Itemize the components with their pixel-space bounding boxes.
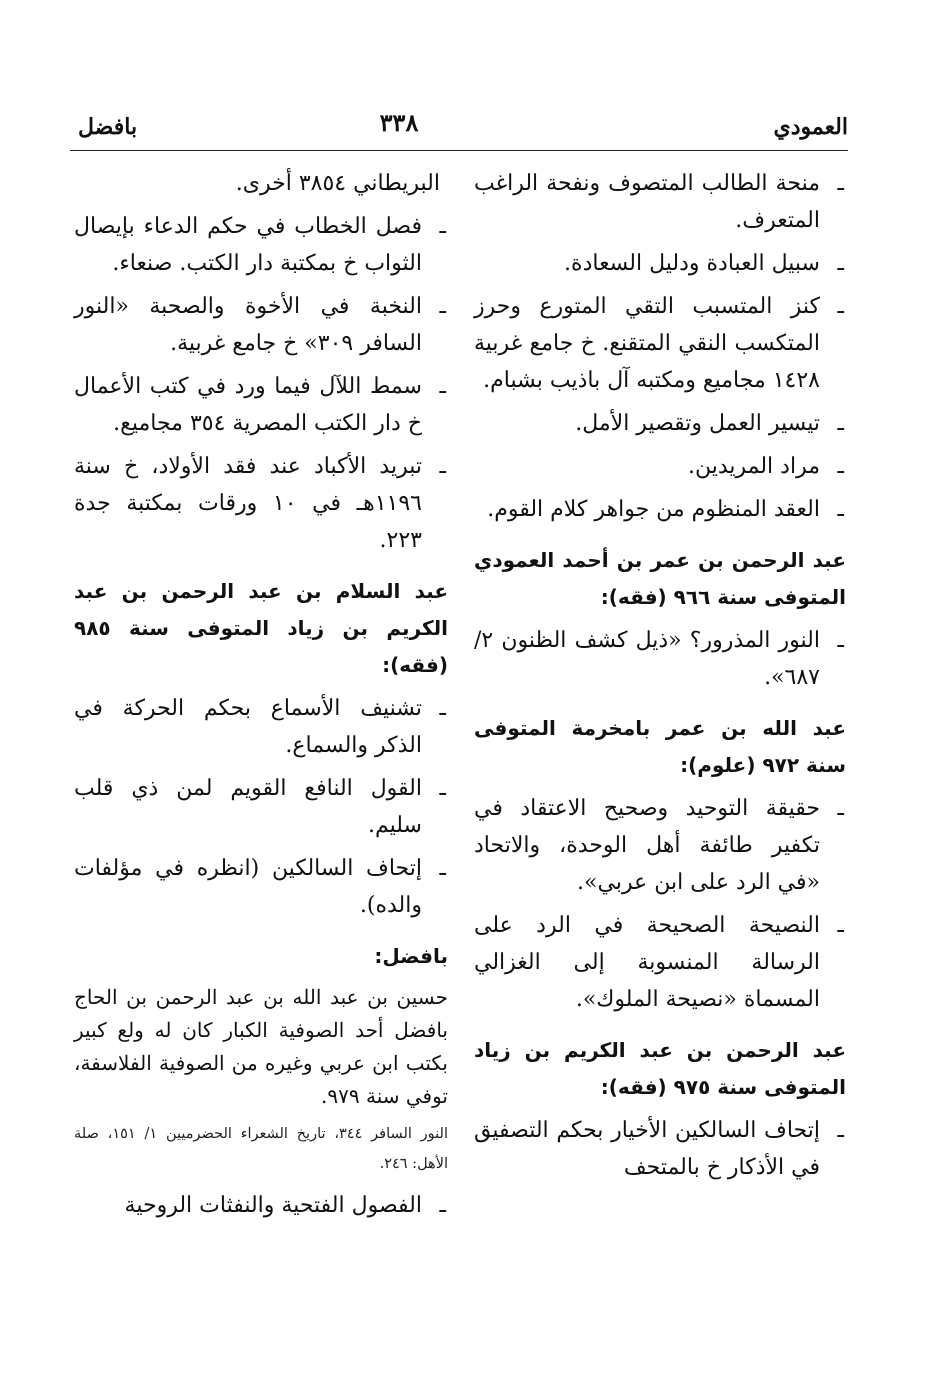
bullet-dash: ـ — [837, 497, 844, 522]
section-heading: عبد الله بن عمر بامخرمة المتوفى سنة ٩٧٢ (علوم): — [474, 716, 846, 777]
list-item-text: تبريد الأكباد عند فقد الأولاد، خ سنة ١١٩٦هـ في ١٠ ورقات بمكتبة جدة ٢٢٣. — [74, 454, 422, 553]
list-item-text: الفصول الفتحية والنفثات الروحية — [124, 1193, 422, 1218]
list-item-text: القول النافع القويم لمن ذي قلب سليم. — [74, 776, 422, 838]
bullet-dash: ـ — [439, 776, 446, 801]
list-item — [74, 690, 448, 764]
list-item-text: كنز المتسبب التقي المتورع وحرز المتكسب النقي المتقنع. خ جامع غربية ١٤٢٨ مجاميع ومكتبه آل باذيب بشبام. — [474, 294, 820, 393]
list-item — [74, 368, 448, 442]
running-head-right: العمودي — [773, 114, 848, 140]
list-item-text: النور المذرور؟ «ذيل كشف الظنون ٢/ ٦٨٧». — [474, 628, 820, 690]
list-item — [74, 208, 448, 282]
list-item — [74, 770, 448, 844]
list-item-text: إتحاف السالكين (انظره في مؤلفات والده). — [74, 856, 422, 918]
source-note: النور السافر ٣٤٤، تاريخ الشعراء الحضرميين ١/ ١٥١، صلة الأهل: ٢٤٦. — [74, 1126, 448, 1172]
right-column — [474, 165, 846, 1192]
list-item — [474, 245, 846, 282]
bullet-dash: ـ — [439, 454, 446, 479]
list-item — [474, 405, 846, 442]
list-item-text: النخبة في الأخوة والصحبة «النور السافر ٣٠٩» خ جامع غربية. — [74, 294, 422, 356]
list-item — [474, 622, 846, 696]
bullet-dash: ـ — [837, 411, 844, 436]
list-item — [474, 288, 846, 399]
list-item — [474, 448, 846, 485]
list-item-text: مراد المريدين. — [687, 454, 820, 479]
list-item-text: سمط اللآل فيما ورد في كتب الأعمال خ دار الكتب المصرية ٣٥٤ مجاميع. — [74, 374, 422, 436]
section-heading: عبد السلام بن عبد الرحمن بن عبد الكريم بن زياد المتوفى سنة ٩٨٥ (فقه): — [74, 579, 448, 677]
running-head-left: بافضل — [78, 114, 138, 140]
list-item — [474, 1112, 846, 1186]
bullet-dash: ـ — [439, 214, 446, 239]
list-item — [74, 850, 448, 924]
list-item-text: العقد المنظوم من جواهر كلام القوم. — [487, 497, 820, 522]
list-item — [474, 165, 846, 239]
bullet-dash: ـ — [837, 294, 844, 319]
list-item-text: تيسير العمل وتقصير الأمل. — [575, 411, 820, 436]
page-header — [70, 108, 848, 151]
bullet-dash: ـ — [837, 171, 844, 196]
list-item — [74, 1187, 448, 1224]
page-number: ٣٣٨ — [379, 108, 419, 137]
bullet-dash: ـ — [439, 1193, 446, 1218]
section-heading: بافضل: — [374, 944, 448, 968]
paragraph: حسين بن عبد الله بن عبد الرحمن بن الحاج بافضل أحد الصوفية الكبار كان له ولع كبير بكتب ابن عربي وغيره من الصوفية الفلاسفة، توفي سنة ٩٧٩. — [74, 985, 448, 1108]
list-item — [474, 907, 846, 1018]
bullet-dash: ـ — [439, 294, 446, 319]
list-item-text: إتحاف السالكين الأخيار بحكم التصفيق في الأذكار خ بالمتحف — [474, 1118, 820, 1180]
left-column — [74, 165, 448, 1230]
bullet-dash: ـ — [837, 454, 844, 479]
bullet-dash: ـ — [439, 696, 446, 721]
list-item-text: منحة الطالب المتصوف ونفحة الراغب المتعرف. — [474, 171, 820, 233]
section-heading: عبد الرحمن بن عبد الكريم بن زياد المتوفى سنة ٩٧٥ (فقه): — [474, 1038, 846, 1099]
bullet-dash: ـ — [837, 796, 844, 821]
bullet-dash: ـ — [439, 374, 446, 399]
section-heading: عبد الرحمن بن عمر بن أحمد العمودي المتوفى سنة ٩٦٦ (فقه): — [474, 548, 846, 609]
bullet-dash: ـ — [837, 913, 844, 938]
list-item-text: سبيل العبادة ودليل السعادة. — [564, 251, 820, 276]
list-item-text: فصل الخطاب في حكم الدعاء بإيصال الثواب خ بمكتبة دار الكتب. صنعاء. — [74, 214, 422, 276]
list-item — [474, 790, 846, 901]
bullet-dash: ـ — [439, 856, 446, 881]
list-item-text: النصيحة الصحيحة في الرد على الرسالة المنسوبة إلى الغزالي المسماة «نصيحة الملوك». — [474, 913, 820, 1012]
bullet-dash: ـ — [837, 628, 844, 653]
list-item — [74, 448, 448, 559]
list-item-text: تشنيف الأسماع بحكم الحركة في الذكر والسماع. — [74, 696, 422, 758]
bullet-dash: ـ — [837, 1118, 844, 1143]
continued-text: البريطاني ٣٨٥٤ أخرى. — [235, 171, 440, 196]
list-item-text: حقيقة التوحيد وصحيح الاعتقاد في تكفير طائفة أهل الوحدة، والاتحاد «في الرد على ابن عربي». — [474, 796, 820, 895]
bullet-dash: ـ — [837, 251, 844, 276]
list-item — [474, 491, 846, 528]
list-item — [74, 288, 448, 362]
